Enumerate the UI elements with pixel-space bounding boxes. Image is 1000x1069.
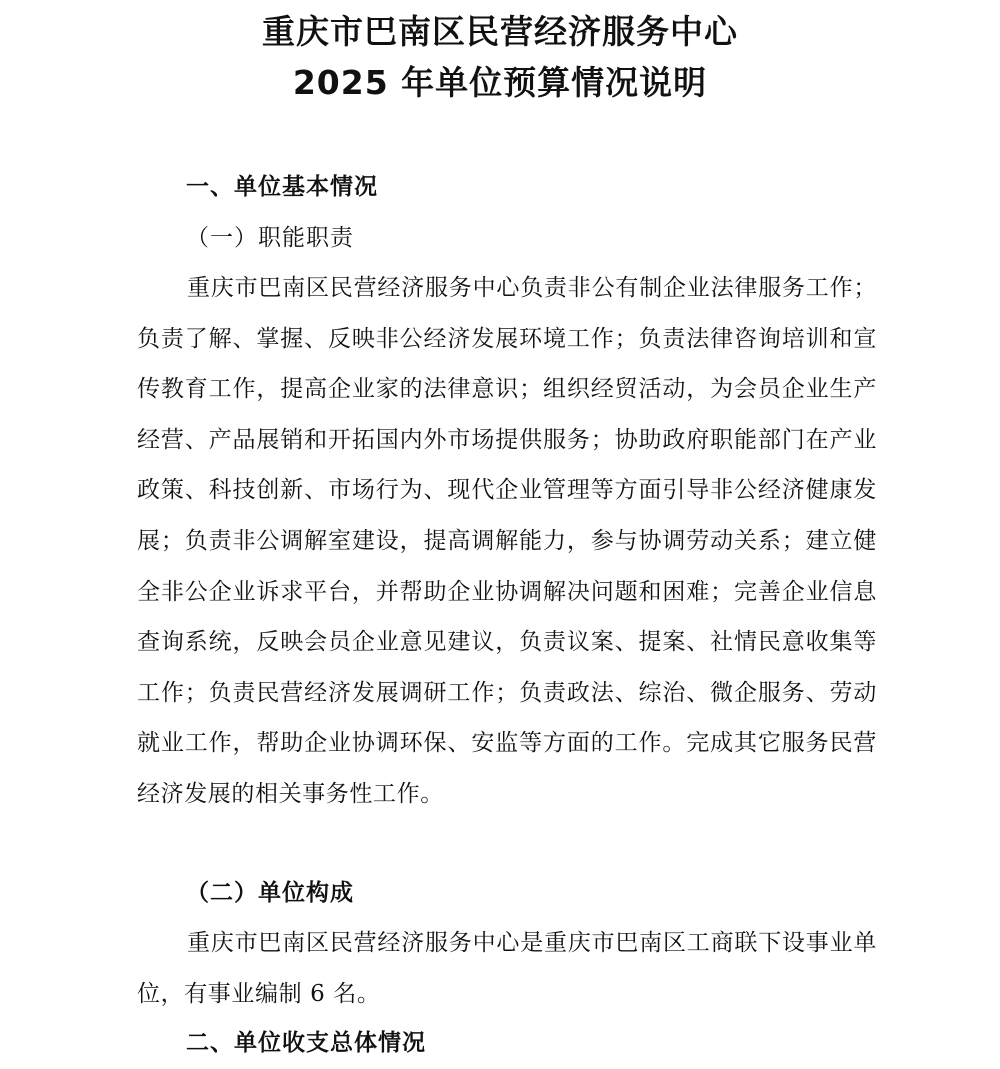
section2-heading: 二、单位收支总体情况 [186, 1030, 426, 1056]
section1-heading: 一、单位基本情况 [186, 174, 378, 200]
document-title-line1: 重庆市巴南区民营经济服务中心 [262, 12, 738, 51]
subsection2-paragraph: 重庆市巴南区民营经济服务中心是重庆市巴南区工商联下设事业单位，有事业编制 6 名。 [137, 930, 877, 1007]
document-title-line2: 2025 年单位预算情况说明 [292, 63, 708, 102]
subsection1-heading: （一）职能职责 [186, 225, 354, 251]
subsection1-paragraph: 重庆市巴南区民营经济服务中心负责非公有制企业法律服务工作；负责了解、掌握、反映非公经济发展环境工作；负责法律咨询培训和宣传教育工作，提高企业家的法律意识；组织经贸活动，为会员企业生产经营、产品展销和开拓国内外市场提供服务；协助政府职能部门在产业政策、科技创新、市场行为、现代企业管理等方面引导非公经济健康发展；负责非公调解室建设，提高调解能力，参与协调劳动关系；建立健全非公企业诉求平台，并帮助企业协调解决问题和困难；完善企业信息查询系统，反映会员企业意见建议，负责议案、提案、社情民意收集等工作；负责民营经济发展调研工作；负责政法、综治、微企服务、劳动就业工作，帮助企业协调环保、安监等方面的工作。完成其它服务民营经济发展的相关事务性工作。 [137, 275, 877, 807]
subsection2-heading: （二）单位构成 [186, 880, 354, 906]
